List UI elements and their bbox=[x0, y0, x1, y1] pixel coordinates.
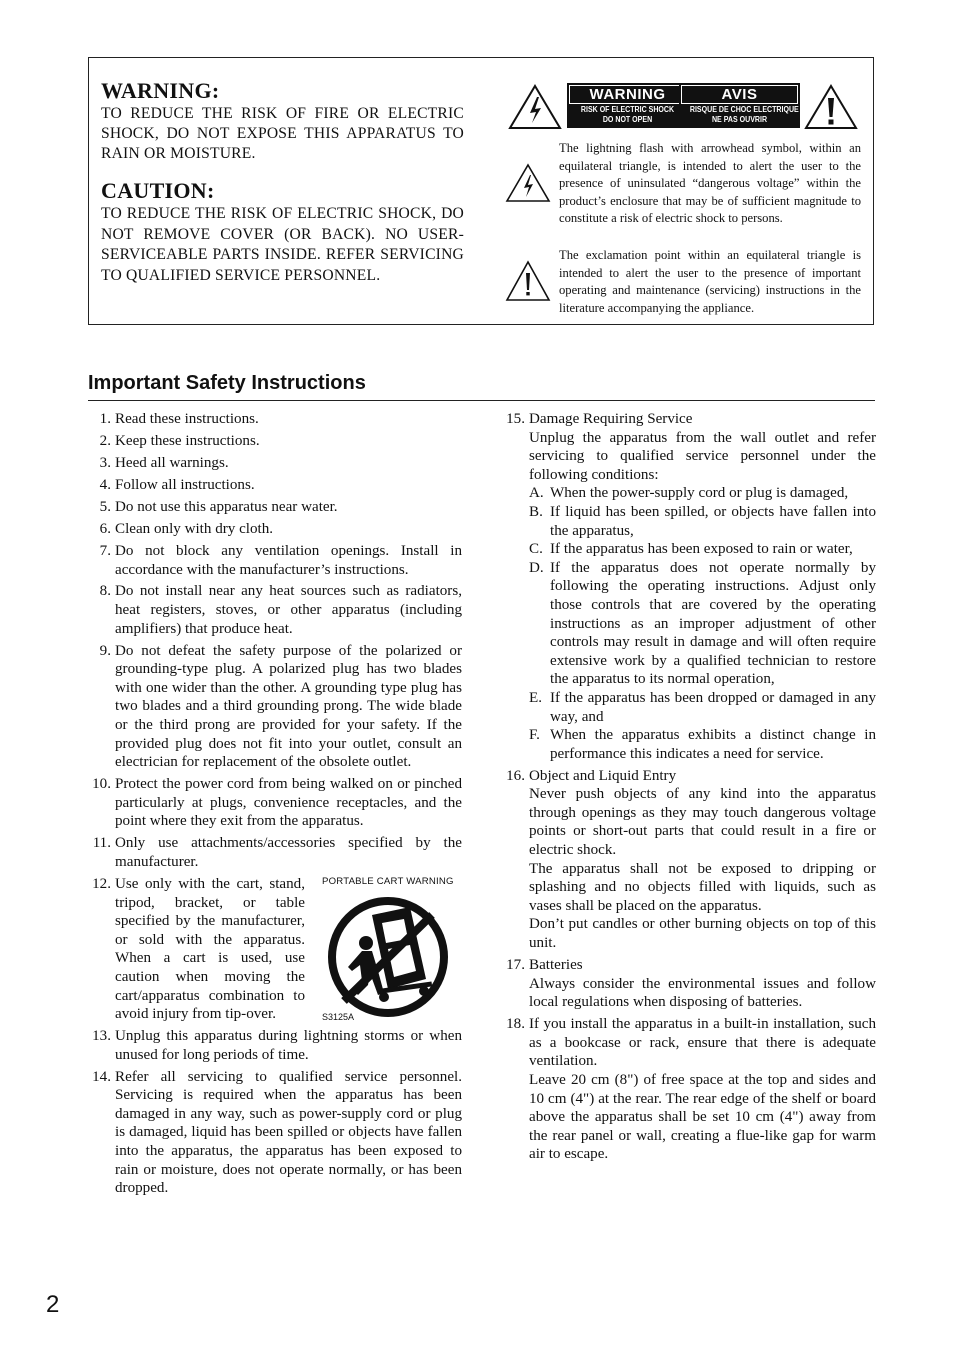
instruction-item bbox=[88, 520, 462, 539]
warning-label-line1: RISK OF ELECTRIC SHOCK bbox=[580, 104, 675, 114]
item-number: 9. bbox=[99, 642, 111, 659]
item-text: Protect the power cord from being walked on or pinched particularly at plugs, convenience receptacles, and the point where they exit from the apparatus. bbox=[115, 776, 462, 830]
item-number: 13. bbox=[92, 1028, 111, 1045]
item-number: 3. bbox=[99, 454, 111, 471]
item-number: 7. bbox=[99, 542, 111, 559]
warning-label-line2: DO NOT OPEN bbox=[602, 114, 653, 124]
lightning-triangle-icon bbox=[507, 83, 563, 131]
item-text: Clean only with dry cloth. bbox=[115, 520, 274, 537]
warning-text: TO REDUCE THE RISK OF FIRE OR ELECTRIC SHOCK, DO NOT EXPOSE THIS APPARATUS TO RAIN OR MOISTURE. bbox=[101, 105, 464, 162]
caution-title: CAUTION: bbox=[101, 178, 215, 203]
warning-caution-text bbox=[101, 80, 464, 286]
cart-tip-over-icon bbox=[322, 893, 450, 1019]
item-text: Do not block any ventilation openings. Install in accordance with the manufacturer’s instructions. bbox=[115, 542, 462, 578]
item-number: 11. bbox=[92, 835, 111, 852]
item-text: Heed all warnings. bbox=[115, 454, 229, 471]
item-number: 8. bbox=[99, 583, 111, 600]
item-number: 18. bbox=[506, 1016, 525, 1033]
avis-label-line2: NE PAS OUVRIR bbox=[711, 114, 768, 124]
exclamation-triangle-icon bbox=[803, 83, 859, 131]
item-text: Use only with the cart, stand, tripod, bracket, or table specified by the manufacturer, or sold with the apparatus. When a cart is used, use caution when moving the cart/apparatus combination to avoid injury from tip-over. bbox=[115, 875, 305, 1023]
condition-item bbox=[529, 689, 876, 726]
instruction-item bbox=[88, 410, 462, 429]
condition-item bbox=[529, 540, 876, 559]
instruction-item-12 bbox=[88, 875, 462, 1024]
instruction-item bbox=[88, 498, 462, 517]
instruction-item-18 bbox=[502, 1015, 876, 1164]
condition-letter: A. bbox=[529, 485, 544, 502]
right-column bbox=[502, 410, 876, 1167]
warning-label-title: WARNING bbox=[569, 85, 686, 103]
warning-box bbox=[88, 57, 874, 325]
item-title: Batteries bbox=[529, 957, 583, 973]
exclamation-description: The exclamation point within an equilateral triangle is intended to alert the user to the presence of important operating and maintenance (servicing) instructions in the literature accompanying the appliance. bbox=[559, 248, 861, 315]
item-number: 12. bbox=[92, 875, 111, 892]
instruction-item-15 bbox=[502, 410, 876, 763]
item-paragraph: If you install the apparatus in a built-in installation, such as a bookcase or rack, ensure that there is adequate ventilation. bbox=[529, 1016, 876, 1070]
lightning-symbol-icon bbox=[505, 163, 551, 203]
instruction-item bbox=[88, 1068, 462, 1198]
condition-item bbox=[529, 726, 876, 763]
lightning-description: The lightning flash with arrowhead symbol, within an equilateral triangle, is intended to alert the user to the presence of uninsulated “dangerous voltage” within the product’s enclosure that may be of sufficient magnitude to constitute a risk of electric shock to persons. bbox=[559, 141, 861, 226]
warning-label bbox=[567, 83, 688, 128]
instruction-list-left bbox=[88, 410, 462, 872]
section-title: Important Safety Instructions bbox=[88, 372, 366, 394]
item-intro: Unplug the apparatus from the wall outlet and refer servicing to qualified service personnel under the following conditions: bbox=[529, 429, 876, 483]
instruction-item-17 bbox=[502, 956, 876, 1012]
item-paragraph: Don’t put candles or other burning objects on top of this unit. bbox=[529, 916, 876, 952]
item-number: 14. bbox=[92, 1068, 111, 1085]
item-text: Unplug this apparatus during lightning storms or when unused for long periods of time. bbox=[115, 1028, 462, 1063]
item-paragraph: The apparatus shall not be exposed to dripping or splashing and no objects filled with liquids, such as vases shall be placed on the apparatus. bbox=[529, 860, 876, 914]
item-text: Do not install near any heat sources such as radiators, heat registers, stoves, or other apparatus (including amplifiers) that produce heat. bbox=[115, 583, 462, 637]
condition-item bbox=[529, 484, 876, 503]
instruction-item bbox=[88, 454, 462, 473]
item-text: Do not use this apparatus near water. bbox=[115, 498, 338, 515]
left-column bbox=[88, 410, 462, 1201]
portable-cart-warning-figure bbox=[312, 875, 462, 1025]
instruction-item bbox=[88, 476, 462, 495]
instruction-item bbox=[88, 1027, 462, 1064]
item-number: 2. bbox=[99, 432, 111, 449]
instruction-item bbox=[88, 432, 462, 451]
condition-letter: E. bbox=[529, 689, 542, 706]
condition-letter: C. bbox=[529, 541, 543, 558]
item-number: 5. bbox=[99, 498, 111, 515]
item-number: 16. bbox=[506, 767, 525, 784]
condition-text: If the apparatus has been dropped or damaged in any way, and bbox=[550, 689, 876, 725]
item-number: 4. bbox=[99, 476, 111, 493]
condition-text: When the power-supply cord or plug is damaged, bbox=[550, 485, 849, 502]
item-text: Keep these instructions. bbox=[115, 432, 260, 449]
item-text: Only use attachments/accessories specified by the manufacturer. bbox=[115, 835, 462, 870]
exclamation-symbol-icon bbox=[505, 260, 551, 302]
condition-text: If the apparatus does not operate normally by following the operating instructions. Adjust only those controls that are covered by the operating instructions as an improper adjustment of other controls may result in damage and will often require extensive work by a qualified technician to restore the apparatus to its normal operation, bbox=[550, 559, 876, 688]
condition-text: When the apparatus exhibits a distinct change in performance this indicates a need for service. bbox=[550, 727, 876, 762]
item-number: 6. bbox=[99, 520, 111, 537]
figure-caption: PORTABLE CART WARNING bbox=[322, 875, 454, 887]
instruction-item bbox=[88, 582, 462, 638]
instruction-item bbox=[88, 775, 462, 831]
condition-letter: B. bbox=[529, 503, 543, 520]
condition-letter: D. bbox=[529, 559, 544, 576]
item-title: Object and Liquid Entry bbox=[529, 767, 677, 784]
item-text: Refer all servicing to qualified service personnel. Servicing is required when the apparatus has been damaged in any way, such as power-supply cord or plug is damaged, liquid has been spilled or objects have fallen into the apparatus, the apparatus has been exposed to rain or moisture, does not operate normally, or has been dropped. bbox=[115, 1068, 462, 1197]
title-rule bbox=[88, 400, 875, 401]
avis-label bbox=[679, 83, 800, 128]
item-text: Do not defeat the safety purpose of the polarized or grounding-type plug. A polarized plug has two blades with one wider than the other. A grounding type plug has two blades and a third grounding prong. The wide blade or the third prong are provided for your safety. If the provided plug does not fit into your outlet, consult an electrician for replacement of the obsolete outlet. bbox=[115, 642, 462, 771]
warning-title: WARNING: bbox=[101, 78, 220, 103]
instruction-item bbox=[88, 542, 462, 579]
item-paragraph: Always consider the environmental issues and follow local regulations when disposing of batteries. bbox=[529, 975, 876, 1011]
avis-label-title: AVIS bbox=[681, 85, 798, 103]
item-text: Follow all instructions. bbox=[115, 476, 255, 493]
condition-text: If the apparatus has been exposed to rain or water, bbox=[550, 541, 853, 558]
instruction-list-left-continued bbox=[88, 1027, 462, 1198]
page-number: 2 bbox=[46, 1291, 60, 1318]
condition-letter: F. bbox=[529, 727, 540, 744]
figure-code: S3125A bbox=[322, 1011, 355, 1022]
item-paragraph: Leave 20 cm (8") of free space at the top and sides and 10 cm (4") at the rear. The rear edge of the shelf or board above the apparatus shall be set 10 cm (4") away from the rear panel or wall, creating a flue-like gap for warm air to escape. bbox=[529, 1071, 876, 1163]
item-number: 17. bbox=[506, 957, 525, 973]
item-paragraph: Never push objects of any kind into the apparatus through openings as they may touch dangerous voltage points or short-out parts that could result in a fire or electric shock. bbox=[529, 786, 876, 859]
item-text: Read these instructions. bbox=[115, 411, 259, 427]
condition-item bbox=[529, 503, 876, 540]
instruction-item bbox=[88, 642, 462, 772]
item-title: Damage Requiring Service bbox=[529, 411, 693, 427]
condition-item bbox=[529, 559, 876, 689]
condition-text: If liquid has been spilled, or objects have fallen into the apparatus, bbox=[550, 503, 876, 539]
avis-label-line1: RISQUE DE CHOC ELECTRIQUE bbox=[689, 104, 799, 114]
caution-text: TO REDUCE THE RISK OF ELECTRIC SHOCK, DO NOT REMOVE COVER (OR BACK). NO USER-SERVICEABLE PARTS INSIDE. REFER SERVICING TO QUALIFIED SERVICE PERSONNEL. bbox=[101, 205, 464, 284]
item-number: 15. bbox=[506, 411, 525, 427]
item-number: 10. bbox=[92, 776, 111, 793]
instruction-item-16 bbox=[502, 767, 876, 953]
item-number: 1. bbox=[99, 411, 111, 427]
instruction-item bbox=[88, 834, 462, 871]
condition-list bbox=[529, 484, 876, 763]
